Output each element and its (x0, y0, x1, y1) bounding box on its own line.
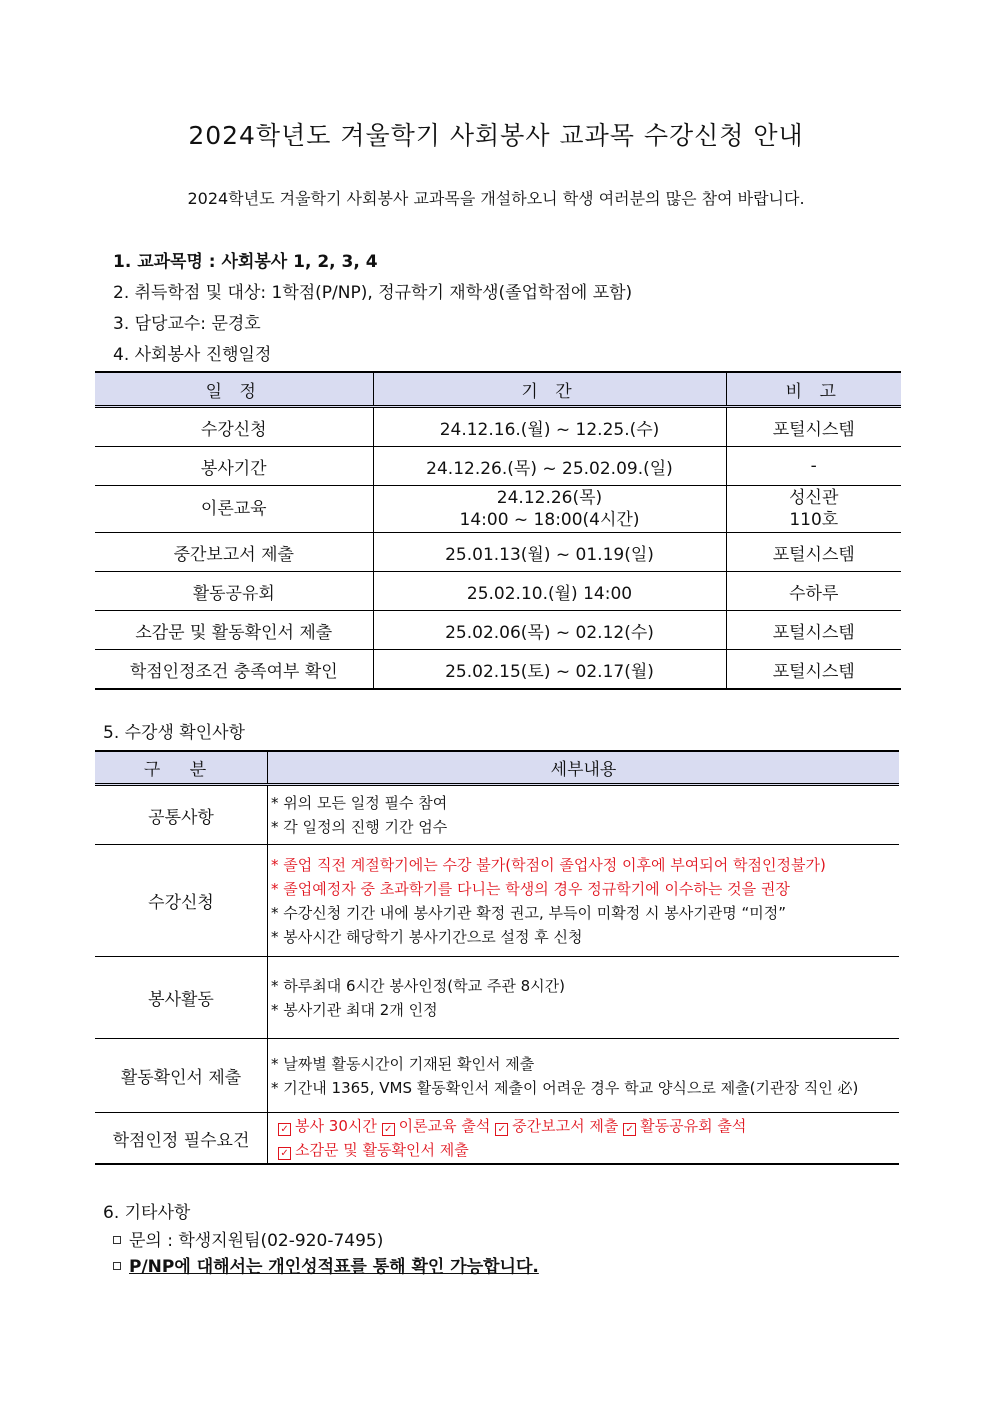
header-category: 구 분 (95, 751, 268, 785)
schedule-note: 포털시스템 (726, 407, 901, 447)
detail-line: * 봉사시간 해당학기 봉사기간으로 설정 후 신청 (271, 927, 583, 946)
credit-check: 소감문 및 활동확인서 제출 (295, 1141, 469, 1159)
period-line-2: 14:00 ~ 18:00(4시간) (459, 510, 640, 530)
details-confirm (268, 1039, 899, 1113)
table-row (95, 407, 901, 447)
check-header-row (95, 751, 899, 785)
etc-item-pnp (113, 1252, 539, 1277)
details-credit (268, 1113, 899, 1165)
table-row (95, 486, 901, 533)
square-bullet-icon (113, 1236, 121, 1244)
checkbox-icon: ✓ (382, 1123, 395, 1136)
credit-check: 이론교육 출석 (398, 1117, 491, 1135)
schedule-period: 24.12.16.(월) ~ 12.25.(수) (373, 407, 726, 447)
schedule-note (726, 486, 901, 533)
table-row (95, 1113, 899, 1165)
detail-line: * 수강신청 기간 내에 봉사기관 확정 권고, 부득이 미확정 시 봉사기관명 “미정” (271, 903, 786, 922)
schedule-period: 25.02.10.(월) 14:00 (373, 572, 726, 611)
etc-item-contact (113, 1226, 383, 1251)
checkbox-icon: ✓ (623, 1123, 636, 1136)
header-period: 기 간 (373, 372, 726, 407)
detail-line: * 각 일정의 진행 기간 엄수 (271, 818, 448, 836)
table-row (95, 1039, 899, 1113)
section5-heading: 5. 수강생 확인사항 (103, 723, 245, 743)
detail-line: * 봉사기관 최대 2개 인정 (271, 1000, 438, 1019)
schedule-note: 포털시스템 (726, 611, 901, 650)
detail-line: * 하루최대 6시간 봉사인정(학교 주관 8시간) (271, 976, 566, 995)
checkbox-icon: ✓ (278, 1147, 291, 1160)
intro-text: 2024학년도 겨울학기 사회봉사 교과목을 개설하오니 학생 여러분의 많은 참여 바랍니다. (187, 189, 805, 208)
square-bullet-icon (113, 1262, 121, 1270)
credit-check: 활동공유회 출석 (640, 1117, 747, 1135)
schedule-period (373, 486, 726, 533)
section6-heading: 6. 기타사항 (103, 1203, 191, 1223)
table-row (95, 572, 901, 611)
checkbox-icon: ✓ (495, 1123, 508, 1136)
note-line-2: 110호 (789, 510, 839, 530)
schedule-event: 수강신청 (95, 407, 373, 447)
schedule-period: 24.12.26.(목) ~ 25.02.09.(일) (373, 447, 726, 486)
table-row (95, 845, 899, 957)
schedule-event: 봉사기간 (95, 447, 373, 486)
category-activity: 봉사활동 (95, 957, 268, 1039)
schedule-table (95, 371, 901, 690)
detail-line: * 기간내 1365, VMS 활동확인서 제출이 어려운 경우 학교 양식으로 제출(기관장 직인 必) (271, 1078, 859, 1097)
table-row (95, 957, 899, 1039)
schedule-note: - (726, 447, 901, 486)
credit-checks-line-2 (278, 1138, 898, 1162)
table-row (95, 533, 901, 572)
category-confirm: 활동확인서 제출 (95, 1039, 268, 1113)
category-common: 공통사항 (95, 785, 268, 845)
checkbox-icon: ✓ (278, 1123, 291, 1136)
schedule-event: 중간보고서 제출 (95, 533, 373, 572)
page-title: 2024학년도 겨울학기 사회봉사 교과목 수강신청 안내 (188, 121, 804, 150)
schedule-header-row (95, 372, 901, 407)
detail-line-red: * 졸업 직전 계절학기에는 수강 불가(학점이 졸업사정 이후에 부여되어 학점인정불가) (271, 855, 826, 874)
table-row (95, 650, 901, 690)
schedule-period: 25.02.15(토) ~ 02.17(월) (373, 650, 726, 690)
schedule-period: 25.01.13(월) ~ 01.19(일) (373, 533, 726, 572)
category-enroll: 수강신청 (95, 845, 268, 957)
period-line-1: 24.12.26(목) (496, 488, 603, 508)
schedule-event: 활동공유회 (95, 572, 373, 611)
item-course-name: 1. 교과목명 : 사회봉사 1, 2, 3, 4 (113, 252, 378, 272)
detail-line-red: * 졸업예정자 중 초과학기를 다니는 학생의 경우 정규학기에 이수하는 것을 권장 (271, 879, 790, 898)
item-credit-target: 2. 취득학점 및 대상: 1학점(P/NP), 정규학기 재학생(졸업학점에 포함) (113, 283, 633, 303)
etc-text: 문의 : 학생지원팀(02-920-7495) (129, 1231, 384, 1251)
credit-check: 중간보고서 제출 (512, 1117, 619, 1135)
schedule-note: 포털시스템 (726, 533, 901, 572)
category-credit: 학점인정 필수요건 (95, 1113, 268, 1165)
schedule-event: 소감문 및 활동확인서 제출 (95, 611, 373, 650)
credit-check: 봉사 30시간 (295, 1117, 377, 1135)
header-note: 비 고 (726, 372, 901, 407)
details-activity (268, 957, 899, 1039)
table-row (95, 611, 901, 650)
schedule-note: 포털시스템 (726, 650, 901, 690)
table-row (95, 785, 899, 845)
details-common (268, 785, 899, 845)
schedule-event: 이론교육 (95, 486, 373, 533)
note-line-1: 성신관 (789, 488, 839, 508)
item-schedule-heading: 4. 사회봉사 진행일정 (113, 345, 272, 365)
header-schedule: 일 정 (95, 372, 373, 407)
etc-text-underlined: P/NP에 대해서는 개인성적표를 통해 확인 가능합니다. (129, 1257, 539, 1277)
item-professor: 3. 담당교수: 문경호 (113, 314, 261, 334)
schedule-period: 25.02.06(목) ~ 02.12(수) (373, 611, 726, 650)
credit-checks-line-1 (278, 1114, 898, 1138)
schedule-event: 학점인정조건 충족여부 확인 (95, 650, 373, 690)
detail-line: * 위의 모든 일정 필수 참여 (271, 794, 448, 812)
header-details: 세부내용 (268, 751, 899, 785)
details-enroll (268, 845, 899, 957)
check-table (95, 750, 899, 1165)
detail-line: * 날짜별 활동시간이 기재된 확인서 제출 (271, 1054, 535, 1073)
schedule-note: 수하루 (726, 572, 901, 611)
table-row (95, 447, 901, 486)
